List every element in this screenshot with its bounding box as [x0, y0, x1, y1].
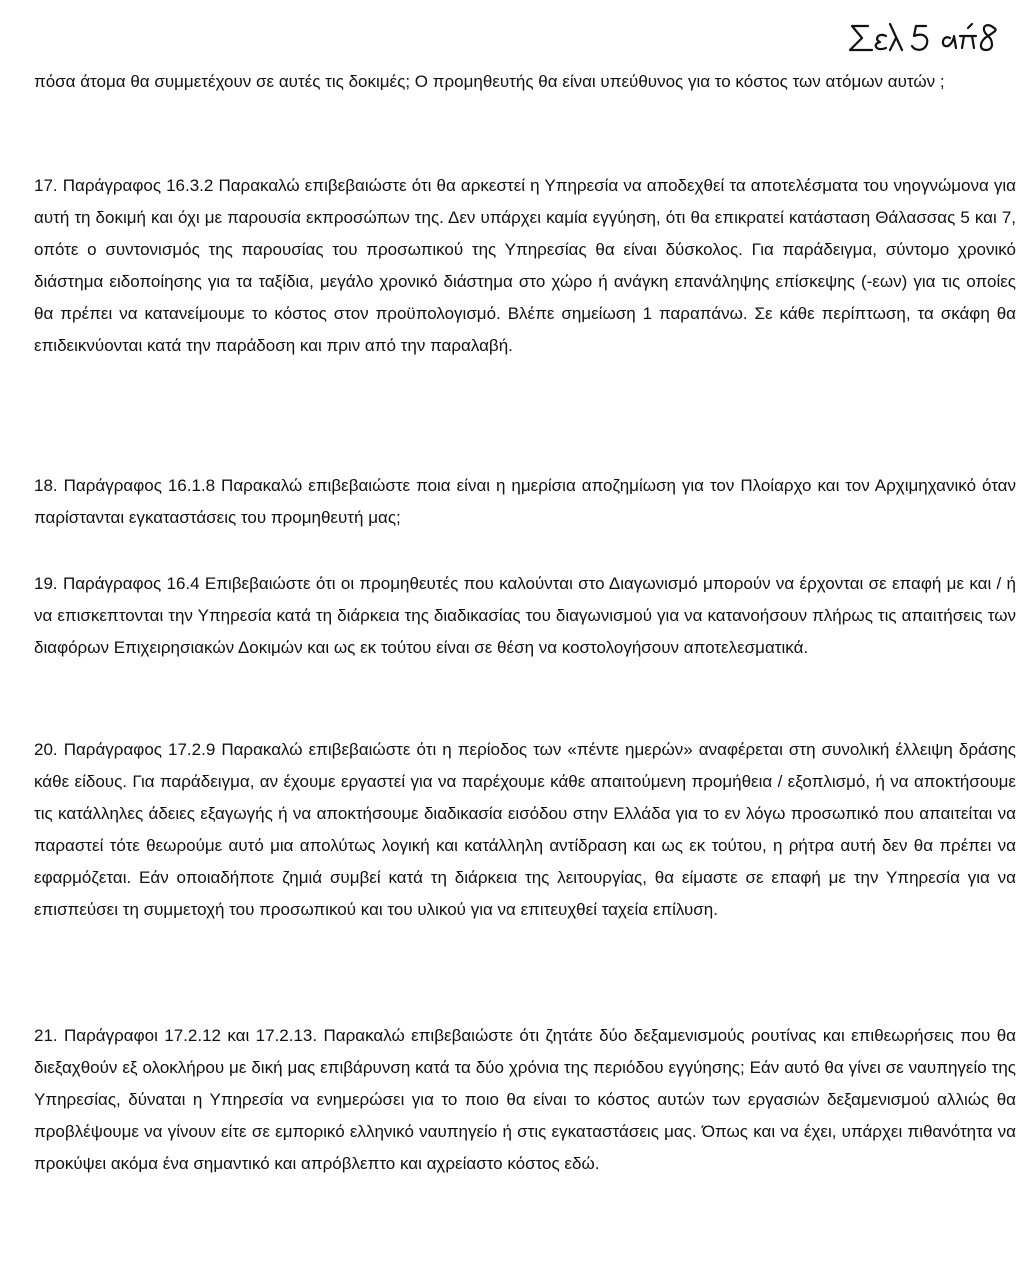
item-text: Παράγραφος 16.4 Επιβεβαιώστε ότι οι προμηθευτές που καλούνται στο Διαγωνισμό μπορούν να έρχονται σε επαφή με και / ή να επισκεπτονται την Υπηρεσία κατά τη διάρκεια της διαδικασίας του διαγωνισμού για να κατανοήσουν πλήρως τις απαιτήσεις των διαφόρων Επιχειρησιακών Δοκιμών και ως εκ τούτου είναι σε θέση να κοστολογήσουν αποτελεσματικά.	[34, 574, 1016, 657]
list-item-17	[34, 170, 1016, 362]
item-number: 17.	[34, 176, 58, 195]
handwritten-page-number-icon	[842, 16, 1002, 60]
item-text: Παράγραφος 16.3.2 Παρακαλώ επιβεβαιώστε ότι θα αρκεστεί η Υπηρεσία να αποδεχθεί τα αποτελέσματα του νηογνώμονα για αυτή τη δοκιμή και όχι με παρουσία εκπροσώπων της. Δεν υπάρχει καμία εγγύηση, ότι θα επικρατεί κατάσταση Θάλασσας 5 και 7, οπότε ο συντονισμός της παρουσίας του προσωπικού της Υπηρεσίας θα είναι δύσκολος. Για παράδειγμα, σύντομο χρονικό διάστημα ειδοποίησης για τα ταξίδια, μεγάλο χρονικό διάστημα στο χώρο ή ανάγκη επανάληψης επίσκεψης (-εων) για τις οποίες θα πρέπει να κατανείμουμε το κόστος στον προϋπολογισμό. Βλέπε σημείωση 1 παραπάνω. Σε κάθε περίπτωση, τα σκάφη θα επιδεικνύονται κατά την παράδοση και πριν από την παραλαβή.	[34, 176, 1016, 355]
list-item-18	[34, 470, 1016, 534]
item-text: Παράγραφοι 17.2.12 και 17.2.13. Παρακαλώ επιβεβαιώστε ότι ζητάτε δύο δεξαμενισμούς ρουτίνας και επιθεωρήσεις που θα διεξαχθούν εξ ολοκλήρου με δική μας επιβάρυνση κατά τα δύο χρόνια της περιόδου εγγύησης; Εάν αυτό θα γίνει σε ναυπηγείο της Υπηρεσίας, δύναται η Υπηρεσία να ενημερώσει για το ποιο θα είναι το κόστος αυτών των εργασιών δεξαμενισμού αλλιώς θα προβλέψουμε να γίνουν είτε σε εμπορικό ελληνικό ναυπηγείο ή στις εγκαταστάσεις μας. Όπως και να έχει, υπάρχει πιθανότητα να προκύψει ακόμα ένα σημαντικό και απρόβλεπτο και αχρείαστο κόστος εδώ.	[34, 1026, 1016, 1173]
list-item-20	[34, 734, 1016, 926]
handwritten-page-marker	[842, 16, 1002, 60]
list-item-19	[34, 568, 1016, 664]
intro-paragraph: πόσα άτομα θα συμμετέχουν σε αυτές τις δοκιμές; Ο προμηθευτής θα είναι υπεύθυνος για το κόστος των ατόμων αυτών ;	[34, 72, 945, 91]
item-text: Παράγραφος 16.1.8 Παρακαλώ επιβεβαιώστε ποια είναι η ημερίσια αποζημίωση για τον Πλοίαρχο και τον Αρχιμηχανικό όταν παρίστανται εγκαταστάσεις του προμηθευτή μας;	[34, 476, 1017, 527]
item-number: 19.	[34, 574, 58, 593]
item-number: 21.	[34, 1026, 58, 1045]
item-number: 20.	[34, 740, 58, 759]
item-text: Παράγραφος 17.2.9 Παρακαλώ επιβεβαιώστε ότι η περίοδος των «πέντε ημερών» αναφέρεται στη συνολική έλλειψη δράσης κάθε είδους. Για παράδειγμα, αν έχουμε εργαστεί για να παρέχουμε κάθε απαιτούμενη προμήθεια / εξοπλισμό, ή να αποκτήσουμε τις κατάλληλες άδειες εξαγωγής ή να αποκτήσουμε διαδικασία εισόδου στην Ελλάδα για το εν λόγω προσωπικό που απαιτείται να παραστεί τότε θεωρούμε αυτό μια απολύτως λογική και κατάλληλη αντίδραση και ως εκ τούτου, η ρήτρα αυτή δεν θα πρέπει να εφαρμόζεται. Εάν οποιαδήποτε ζημιά συμβεί κατά τη διάρκεια της λειτουργίας, θα είμαστε σε επαφή με την Υπηρεσία για να επισπεύσει τη συμμετοχή του προσωπικού και του υλικού για να επιτευχθεί ταχεία επίλυση.	[34, 740, 1016, 919]
list-item-21	[34, 1020, 1016, 1180]
item-number: 18.	[34, 476, 58, 495]
